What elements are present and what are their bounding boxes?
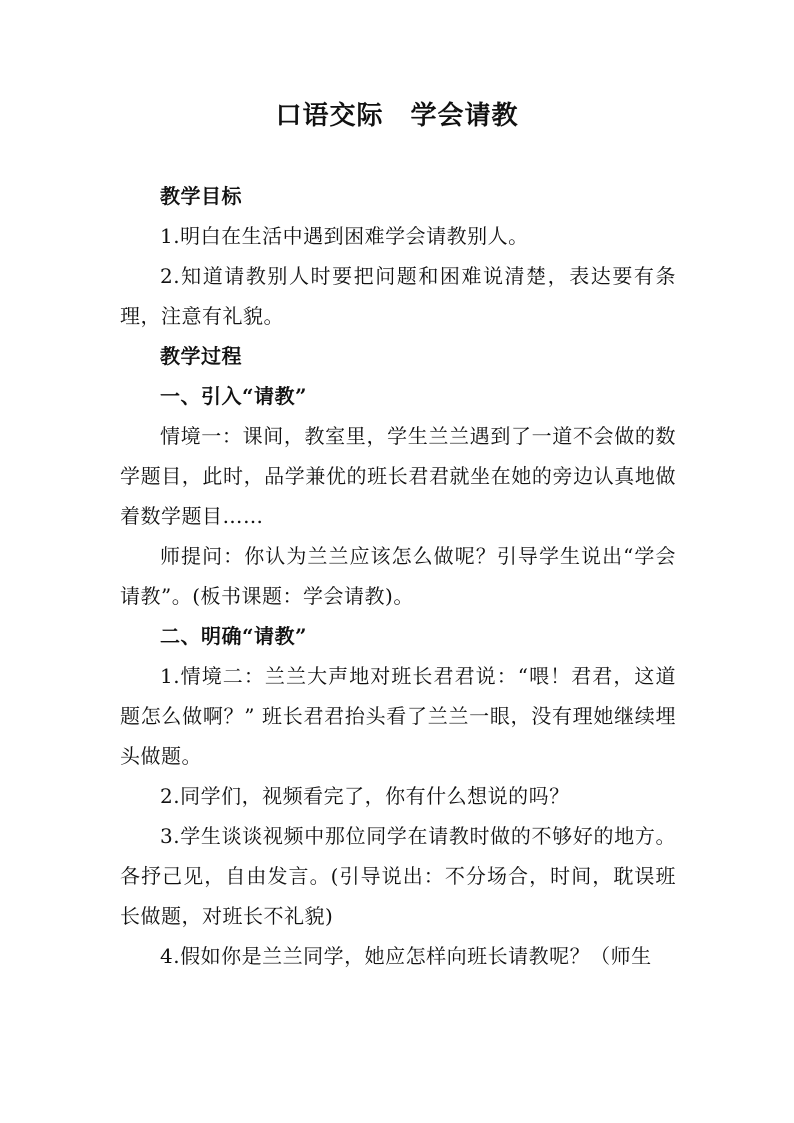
part-heading-clarify: 二、明确“请教”	[160, 624, 308, 648]
paragraph-discussion: 3.学生谈谈视频中那位同学在请教时做的不够好的地方。各抒己见，自由发言。(引导说出：不分场合，时间，耽误班长做题，对班长不礼貌)	[120, 824, 676, 928]
paragraph-video-question: 2.同学们，视频看完了，你有什么想说的吗？	[160, 784, 570, 808]
goal-item-2: 2.知道请教别人时要把问题和困难说清楚，表达要有条理，注意有礼貌。	[120, 264, 676, 328]
goal-item-1: 1.明白在生活中遇到困难学会请教别人。	[160, 224, 529, 248]
paragraph-roleplay: 4.假如你是兰兰同学，她应怎样向班长请教呢？（师生	[160, 944, 652, 968]
document-body	[120, 176, 676, 976]
section-heading-goals: 教学目标	[160, 184, 242, 208]
paragraph-scenario-one: 情境一：课间，教室里，学生兰兰遇到了一道不会做的数学题目，此时，品学兼优的班长君君就坐在她的旁边认真地做着数学题目……	[120, 424, 676, 528]
paragraph-scenario-two: 1.情境二：兰兰大声地对班长君君说：“喂！君君，这道题怎么做啊？” 班长君君抬头看了兰兰一眼，没有理她继续埋头做题。	[120, 664, 676, 768]
section-heading-process: 教学过程	[160, 344, 242, 368]
document-title: 口语交际 学会请教	[275, 101, 519, 131]
part-heading-introduce: 一、引入“请教”	[160, 384, 308, 408]
paragraph-teacher-question: 师提问：你认为兰兰应该怎么做呢？引导学生说出“学会请教”。(板书课题：学会请教)。	[120, 544, 676, 608]
